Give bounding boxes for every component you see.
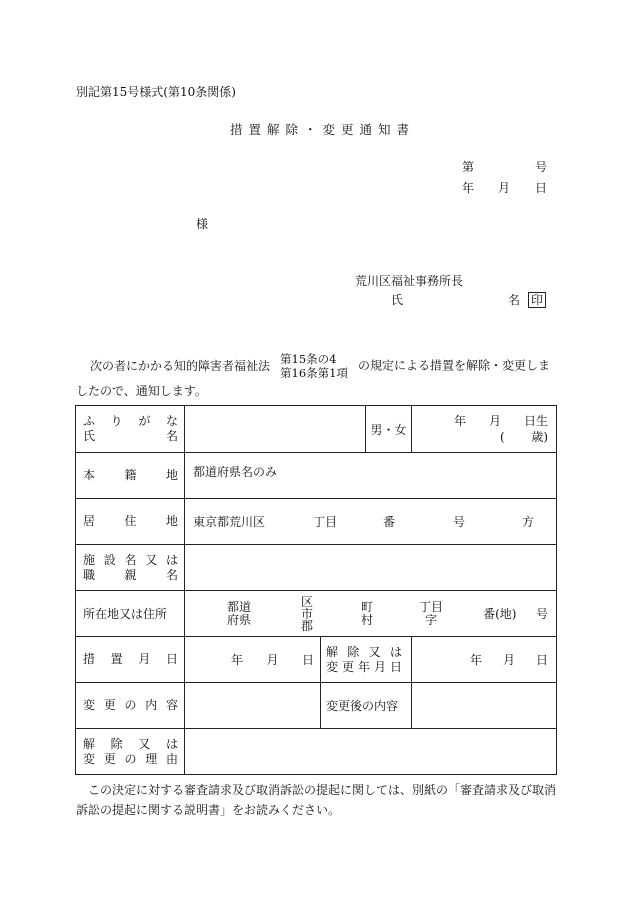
birth-cell[interactable] [412,406,557,453]
law-articles [280,352,348,380]
henko-go-label: 変更後の内容 [326,699,399,713]
honseki-label-cell [76,453,185,499]
document-title: 措置解除・変更通知書 [230,122,416,137]
row-kyojuchi [76,499,557,545]
mura-label: 村 [361,612,374,627]
kaijo-date-cell[interactable] [412,637,557,683]
issuer-shi: 氏 [391,293,404,307]
birth-year-label: 年 [454,414,467,428]
henko-go-cell[interactable] [412,683,557,729]
kyojuchi-label-cell [76,499,185,545]
age-open: ( [500,430,505,444]
seal-mark [528,292,546,308]
body-lead: 次の者にかかる知的障害者福祉法 [90,358,271,373]
kaijo-month: 月 [502,653,515,667]
sochi-day: 日 [301,653,314,667]
kaijo-label-2: 変更年月日 [326,659,402,674]
kyojuchi-line [185,513,556,530]
doc-number-go: 号 [535,160,548,174]
date-year: 年 [462,181,475,195]
kaijo-year: 年 [470,653,483,667]
kushigun-stack [301,596,313,632]
riyu-label-cell [76,729,185,775]
todo-label: 都道 [227,599,252,614]
shozaichi-label: 所在地又は住所 [83,607,168,621]
chome-label: 丁目 [419,599,444,614]
birth-month-label: 月 [488,414,501,428]
seal-label: 印 [528,292,546,308]
kyojuchi-city: 東京都荒川区 [193,515,266,529]
honseki-value: 都道府県名のみ [193,465,278,479]
gender-options: 男・女 [370,422,407,437]
kaijo-day: 日 [535,653,548,667]
kyojuchi-go: 号 [453,515,466,529]
henko-label-cell [76,683,185,729]
name-value-cell[interactable] [185,406,366,453]
row-shozaichi [76,591,557,637]
kaijo-label-1: 解除又は [326,644,402,659]
gun-label: 郡 [301,618,314,633]
riyu-label-2: 変更の理由 [83,751,178,766]
body-paragraph [76,352,556,402]
shozaichi-label-cell [76,591,185,637]
age-line [412,429,556,445]
body-tail: の規定による措置を解除・変更しま [357,358,550,373]
henko-naiyo-label: 変更の内容 [83,698,178,712]
henko-naiyo-cell[interactable] [185,683,321,729]
kyojuchi-kata: 方 [521,515,534,529]
sochi-label-cell [76,637,185,683]
law-article-1: 第15条の4 [280,352,337,366]
ku-label: 区 [301,594,314,609]
shisetsu-label-2: 職親名 [83,567,178,582]
banchi-label: 番(地) [483,607,517,621]
kyojuchi-value-cell[interactable] [185,499,557,545]
footer-line2: 訴訟の提起に関する説明書」をお読みください。 [76,803,341,817]
row-henko [76,683,557,729]
issuer-mei: 名 [508,293,521,307]
footer-line1: この決定に対する審査請求及び取消訴訟の提起に関しては、別紙の「審査請求及び取消 [88,783,557,797]
doc-number-dai: 第 [462,160,475,174]
shisetsu-value-cell[interactable] [185,545,557,591]
sochi-month: 月 [266,653,279,667]
recipient-suffix: 様 [196,217,209,231]
date-month: 月 [498,181,511,195]
riyu-value-cell[interactable] [185,729,557,775]
kaijo-date-line [412,651,556,668]
row-riyu [76,729,557,775]
honseki-value-cell[interactable] [185,453,557,499]
sochi-year: 年 [231,653,244,667]
shisetsu-label-cell [76,545,185,591]
shozaichi-go-label: 号 [535,607,548,621]
name-label-cell [76,406,185,453]
riyu-label-1: 解除又は [83,736,178,751]
todofuken-stack [227,601,251,627]
row-name [76,406,557,453]
shozaichi-line [185,596,556,632]
shi-label: 市 [301,606,314,621]
kyojuchi-chome: 丁目 [313,515,338,529]
form-id: 別記第15号様式(第10条関係) [76,85,236,99]
law-article-2: 第16条第1項 [280,366,348,380]
sochi-label: 措置月日 [83,652,178,666]
kaijo-label-cell [321,637,412,683]
row-honseki [76,453,557,499]
chomeaza-stack [419,601,443,627]
honseki-label: 本籍地 [83,468,178,482]
kyojuchi-label: 居住地 [83,514,178,528]
name-label: 氏名 [83,429,178,443]
notice-table [75,405,557,775]
issuer-office: 荒川区福祉事務所長 [355,274,464,288]
kyojuchi-ban: 番 [383,515,396,529]
machi-label: 町 [361,599,374,614]
machimura-stack [361,601,373,627]
furigana-label: ふりがな [83,414,178,428]
henko-go-label-cell [321,683,412,729]
fuken-label: 府県 [227,612,252,627]
sochi-date-line [185,651,320,668]
date-day: 日 [535,181,548,195]
birth-date-line [412,413,556,429]
shozaichi-value-cell[interactable] [185,591,557,637]
sochi-date-cell[interactable] [185,637,321,683]
gender-cell[interactable] [366,406,412,453]
aza-label: 字 [425,612,438,627]
birth-day-label: 日生 [523,414,548,428]
age-label: 歳) [531,430,548,444]
footer-note [76,780,556,820]
row-shisetsu [76,545,557,591]
row-dates [76,637,557,683]
shisetsu-label-1: 施設名又は [83,552,178,567]
body-line2: したので、通知します。 [76,384,207,398]
